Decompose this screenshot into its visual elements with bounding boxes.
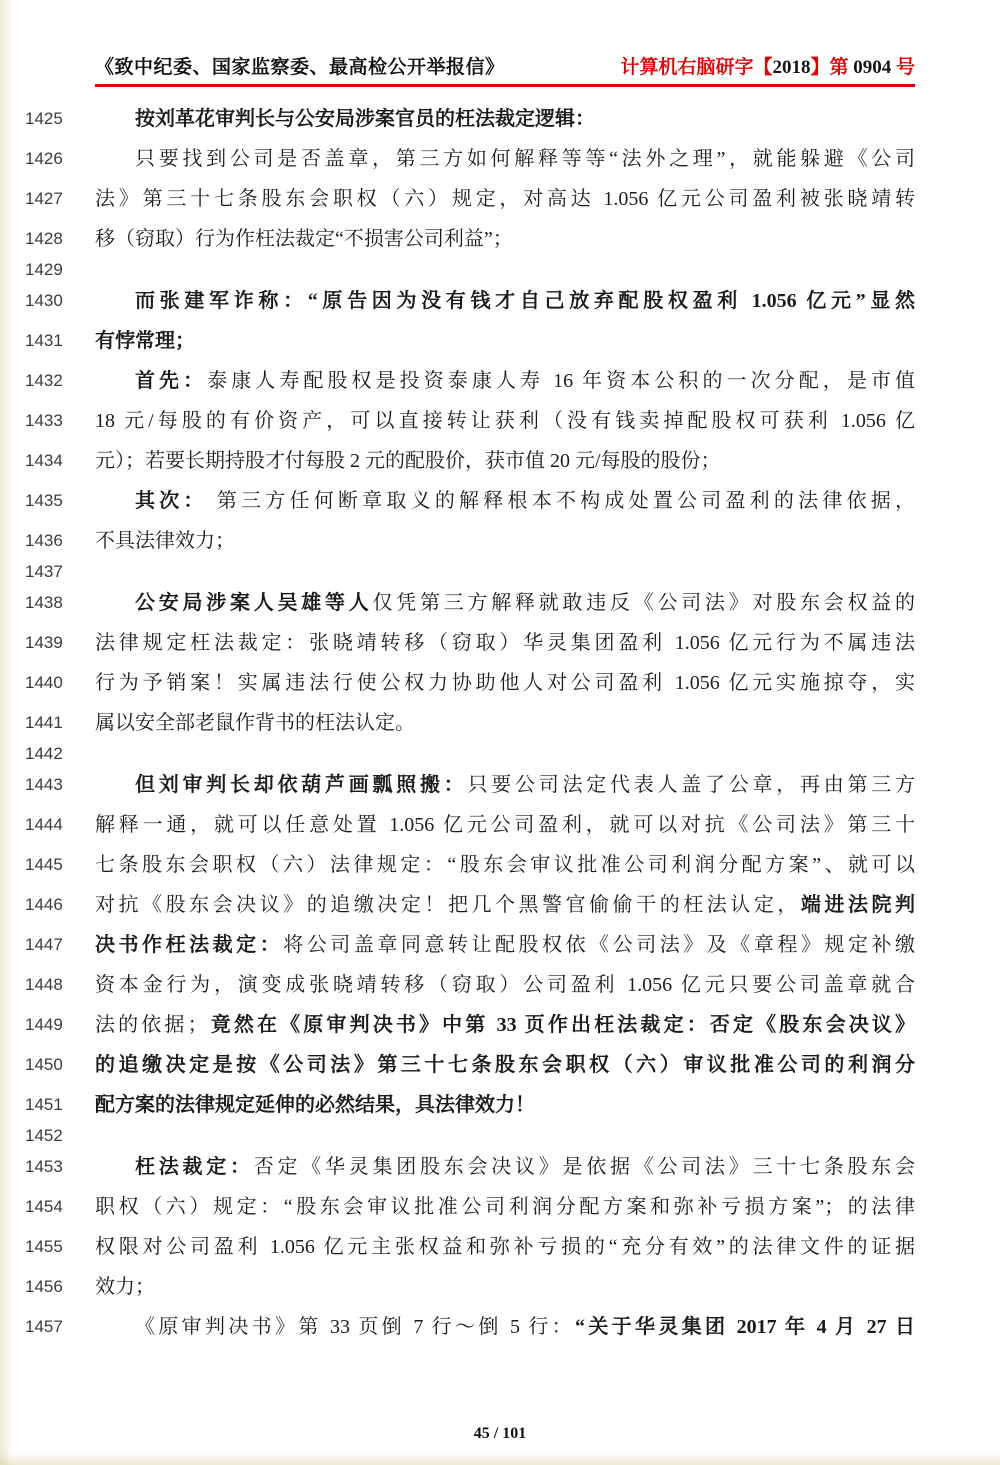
line-text: [95, 521, 915, 561]
document-line: [0, 925, 1000, 965]
line-number: 1457: [25, 1317, 63, 1336]
emphasized-text-run: 枉法裁定：: [135, 1156, 254, 1178]
emphasized-text-run: 决书作枉法裁定：: [95, 934, 284, 956]
document-line: [0, 259, 1000, 281]
line-number: 1451: [25, 1095, 63, 1114]
line-text: [95, 219, 915, 259]
line-text: [95, 663, 915, 703]
text-run: 只要公司法定代表人盖了公章，再由第三方: [467, 774, 915, 796]
document-line: [0, 965, 1000, 1005]
text-run: 职权（六）规定：“股东会审议批准公司利润分配方案和弥补亏损方案”；的法律: [95, 1196, 915, 1218]
line-number: 1444: [25, 815, 63, 834]
document-line: [0, 401, 1000, 441]
line-text: [95, 1187, 915, 1227]
document-line: [0, 845, 1000, 885]
line-text: [95, 965, 915, 1005]
line-text: [95, 1227, 915, 1267]
text-run: 资本金行为，演变成张晓靖转移（窃取）公司盈利 1.056 亿元只要公司盖章就合: [95, 974, 915, 996]
line-number: 1433: [25, 411, 63, 430]
line-number: 1446: [25, 895, 63, 914]
line-text: [95, 925, 915, 965]
line-number: 1429: [25, 260, 63, 279]
document-line: [0, 1227, 1000, 1267]
line-text: [95, 401, 915, 441]
document-line: [0, 583, 1000, 623]
document-line: [0, 179, 1000, 219]
report-title: 《致中纪委、国家监察委、最高检公开举报信》: [95, 57, 505, 78]
document-number-segment: 号: [891, 57, 915, 78]
line-number: 1443: [25, 775, 63, 794]
text-run: 仅凭第三方解释就敢违反《公司法》对股东会权益的: [372, 592, 915, 614]
document-line: [0, 441, 1000, 481]
line-text: [95, 179, 915, 219]
document-line: [0, 1187, 1000, 1227]
line-number: 1441: [25, 713, 63, 732]
text-run: 属以安全部老鼠作背书的枉法认定。: [95, 712, 415, 734]
document-line: [0, 321, 1000, 361]
line-text: [95, 845, 915, 885]
line-number: 1436: [25, 531, 63, 550]
text-run: 只要找到公司是否盖章，第三方如何解释等等“法外之理”，就能躲避《公司: [135, 148, 915, 170]
document-number-segment: 计算机右脑研字【: [620, 57, 773, 78]
document-number-segment: 2018: [772, 57, 811, 78]
line-text: [95, 583, 915, 623]
document-number-segment: 0904: [853, 57, 892, 78]
line-number: 1454: [25, 1197, 63, 1216]
line-number: 1426: [25, 149, 63, 168]
line-text: [95, 805, 915, 845]
document-page: [0, 52, 1000, 1465]
line-number: 1445: [25, 855, 63, 874]
line-number: 1442: [25, 744, 63, 763]
document-line: [0, 743, 1000, 765]
document-line: [0, 885, 1000, 925]
line-number: 1428: [25, 229, 63, 248]
emphasized-text-run: 按刘革花审判长与公安局涉案官员的枉法裁定逻辑：: [135, 108, 595, 130]
document-line: [0, 281, 1000, 321]
text-run: 18 元/每股的有价资产，可以直接转让获利（没有钱卖掉配股权可获利 1.056 亿: [95, 410, 915, 432]
document-line: [0, 219, 1000, 259]
text-run: 第三方任何断章取义的解释根本不构成处置公司盈利的法律依据，: [207, 490, 915, 512]
text-run: 将公司盖章同意转让配股权依《公司法》及《章程》规定补缴: [283, 934, 916, 956]
emphasized-text-run: 而张建军诈称：“原告因为没有钱才自己放弃配股权盈利 1.056 亿元”显然: [135, 290, 915, 312]
line-text: [95, 1267, 915, 1307]
text-run: 元）；若要长期持股才付每股 2 元的配股价，获市值 20 元/每股的股份；: [95, 450, 721, 472]
line-number: 1440: [25, 673, 63, 692]
line-text: [95, 321, 915, 361]
document-line: [0, 1147, 1000, 1187]
emphasized-text-run: 首先：: [135, 370, 208, 392]
text-run: 权限对公司盈利 1.056 亿元主张权益和弥补亏损的“充分有效”的法律文件的证据: [95, 1236, 915, 1258]
line-number: 1455: [25, 1237, 63, 1256]
document-number-segment: 】第: [810, 57, 854, 78]
document-line: [0, 521, 1000, 561]
line-text: [95, 703, 915, 743]
text-run: 否定《华灵集团股东会决议》是依据《公司法》三十七条股东会: [253, 1156, 915, 1178]
document-number: [620, 52, 915, 79]
document-line: [0, 765, 1000, 805]
line-number: 1449: [25, 1015, 63, 1034]
text-run: 移（窃取）行为作枉法裁定“不损害公司利益”；: [95, 228, 513, 250]
document-line: [0, 481, 1000, 521]
body-text-block: [0, 99, 1000, 1347]
emphasized-text-run: 但刘审判长却依葫芦画瓢照搬：: [135, 774, 468, 796]
line-number: 1430: [25, 291, 63, 310]
line-text: [95, 1147, 915, 1187]
text-run: 解释一通，就可以任意处置 1.056 亿元公司盈利，就可以对抗《公司法》第三十: [95, 814, 915, 836]
document-line: [0, 561, 1000, 583]
emphasized-text-run: 配方案的法律规定延伸的必然结果，具法律效力！: [95, 1094, 535, 1116]
line-text: [95, 885, 915, 925]
line-text: [95, 281, 915, 321]
line-number: 1431: [25, 331, 63, 350]
document-line: [0, 99, 1000, 139]
document-line: [0, 1267, 1000, 1307]
document-line: [0, 805, 1000, 845]
line-number: 1434: [25, 451, 63, 470]
line-text: [95, 139, 915, 179]
line-number: 1427: [25, 189, 63, 208]
line-text: [95, 1085, 915, 1125]
line-number: 1450: [25, 1055, 63, 1074]
document-line: [0, 1085, 1000, 1125]
document-line: [0, 623, 1000, 663]
line-number: 1447: [25, 935, 63, 954]
page-number-indicator: 45 / 101: [473, 1425, 527, 1442]
document-line: [0, 361, 1000, 401]
document-line: [0, 1045, 1000, 1085]
line-number: 1425: [25, 109, 63, 128]
document-line: [0, 703, 1000, 743]
document-line: [0, 1307, 1000, 1347]
line-number: 1452: [25, 1126, 63, 1145]
line-number: 1432: [25, 371, 63, 390]
text-run: 效力；: [95, 1276, 155, 1298]
emphasized-text-run: 有悖常理；: [95, 330, 195, 352]
line-text: [95, 361, 915, 401]
line-number: 1439: [25, 633, 63, 652]
line-number: 1456: [25, 1277, 63, 1296]
document-line: [0, 1005, 1000, 1045]
line-number: 1438: [25, 593, 63, 612]
line-text: [95, 1005, 915, 1045]
text-run: 法律规定枉法裁定：张晓靖转移（窃取）华灵集团盈利 1.056 亿元行为不属违法: [95, 632, 915, 654]
line-number: 1448: [25, 975, 63, 994]
line-text: [95, 481, 915, 521]
emphasized-text-run: 公安局涉案人吴雄等人: [135, 592, 373, 614]
line-text: [95, 1045, 915, 1085]
document-line: [0, 663, 1000, 703]
line-text: [95, 1307, 915, 1347]
document-line: [0, 139, 1000, 179]
emphasized-text-run: 的追缴决定是按《公司法》第三十七条股东会职权（六）审议批准公司的利润分: [95, 1054, 915, 1076]
text-run: 泰康人寿配股权是投资泰康人寿 16 年资本公积的一次分配，是市值: [207, 370, 915, 392]
line-text: [95, 623, 915, 663]
line-text: [95, 441, 915, 481]
page-header: [95, 52, 915, 87]
line-number: 1453: [25, 1157, 63, 1176]
text-run: 不具法律效力；: [95, 530, 235, 552]
emphasized-text-run: 其次：: [135, 490, 208, 512]
line-number: 1435: [25, 491, 63, 510]
line-text: [95, 99, 915, 139]
line-text: [95, 765, 915, 805]
emphasized-text-run: 端进法院判: [800, 894, 916, 916]
text-run: 对抗《股东会决议》的追缴决定！把几个黑警官偷偷干的枉法认定，: [95, 894, 801, 916]
emphasized-text-run: “关于华灵集团 2017 年 4 月 27 日: [575, 1316, 915, 1338]
line-number: 1437: [25, 562, 63, 581]
text-run: 法的依据；: [95, 1014, 208, 1036]
text-run: 行为予销案！实属违法行使公权力协助他人对公司盈利 1.056 亿元实施掠夺，实: [95, 672, 915, 694]
text-run: 《原审判决书》第 33 页倒 7 行～倒 5 行：: [135, 1316, 575, 1338]
text-run: 七条股东会职权（六）法律规定：“股东会审议批准公司利润分配方案”、就可以: [95, 854, 915, 876]
text-run: 法》第三十七条股东会职权（六）规定，对高达 1.056 亿元公司盈利被张晓靖转: [95, 188, 915, 210]
document-line: [0, 1125, 1000, 1147]
emphasized-text-run: 竟然在《原审判决书》中第 33 页作出枉法裁定：否定《股东会决议》: [207, 1014, 916, 1036]
